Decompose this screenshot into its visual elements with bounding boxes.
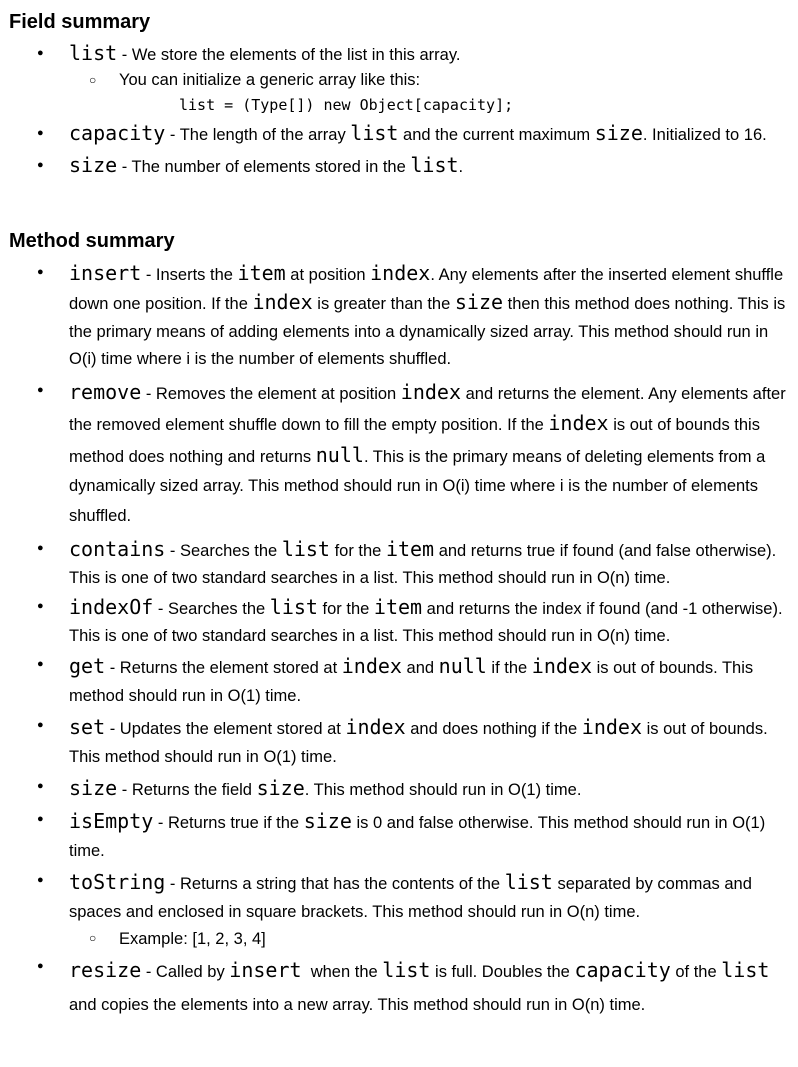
method-set-item: ● set - Updates the element stored at index and does nothing if the index is out of bounds. This method should run in O(1) time. [0, 713, 798, 771]
field-name: size [69, 153, 118, 177]
example-note: ○ Example: [1, 2, 3, 4] [59, 926, 788, 952]
field-size-item: ● size - The number of elements stored in the list. [0, 153, 798, 180]
method-tostring-item: ● toString - Returns a string that has the contents of the list separated by commas and spaces and enclosed in square brackets. This method should run in O(n) time. ○ Example: [1, 2, 3, 4] [0, 868, 798, 952]
method-remove-item: ● remove - Removes the element at position index and returns the element. Any elements after the removed element shuffle down to fill the empty position. If the index is out of bounds this method does nothing and returns null. This is the primary means of deleting elements from a dynamically sized array. This method should run in O(i) time where i is the number of elements shuffled. [0, 378, 798, 532]
method-name: resize [69, 958, 142, 983]
field-list-subnotes [59, 68, 788, 93]
field-capacity-item: ● capacity - The length of the array list and the current maximum size. Initialized to 16. [0, 121, 798, 148]
method-name: indexOf [69, 595, 154, 620]
method-name: set [69, 715, 106, 740]
method-size-item: ● size - Returns the field size. This method should run in O(1) time. [0, 774, 798, 804]
method-summary-heading: Method summary [9, 230, 175, 252]
method-name: size [69, 776, 118, 801]
method-name: toString [69, 870, 166, 895]
field-name: capacity [69, 121, 166, 145]
method-indexof-item: ● indexOf - Searches the list for the item and returns the index if found (and -1 otherwise). This is one of two standard searches in a list. This method should run in O(n) time. [0, 594, 798, 649]
method-get-item: ● get - Returns the element stored at index and null if the index is out of bounds. This method should run in O(1) time. [0, 652, 798, 710]
field-summary-heading: Field summary [9, 11, 151, 33]
method-name: get [69, 654, 106, 679]
method-name: remove [69, 379, 142, 404]
field-name: list [69, 41, 118, 65]
method-resize-item: ● resize - Called by insert when the list is full. Doubles the capacity of the list and copies the elements into a new array. This method should run in O(n) time. [0, 954, 798, 1022]
method-isempty-item: ● isEmpty - Returns true if the size is 0 and false otherwise. This method should run in O(1) time. [0, 807, 798, 865]
sub-note: ○ You can initialize a generic array like this: [59, 68, 788, 93]
method-insert-item: ● insert - Inserts the item at position index. Any elements after the inserted element shuffle down one position. If the index is greater than the size then this method does nothing. This is the primary means of adding elements into a dynamically sized array. This method should run in O(i) time where i is the number of elements shuffled. [0, 260, 798, 374]
field-list-item: ● list - We store the elements of the list in this array. ○ You can initialize a generic array like this: list = (Type[]) new Object[capacity]; [0, 41, 798, 118]
method-name: insert [69, 261, 142, 285]
code-snippet: list = (Type[]) new Object[capacity]; [179, 96, 514, 114]
method-name: isEmpty [69, 809, 154, 834]
tostring-subnotes [59, 926, 788, 952]
method-name: contains [69, 537, 166, 562]
method-list [0, 260, 798, 1022]
field-list [0, 41, 798, 180]
method-contains-item: ● contains - Searches the list for the item and returns true if found (and false otherwise). This is one of two standard searches in a list. This method should run in O(n) time. [0, 536, 798, 591]
